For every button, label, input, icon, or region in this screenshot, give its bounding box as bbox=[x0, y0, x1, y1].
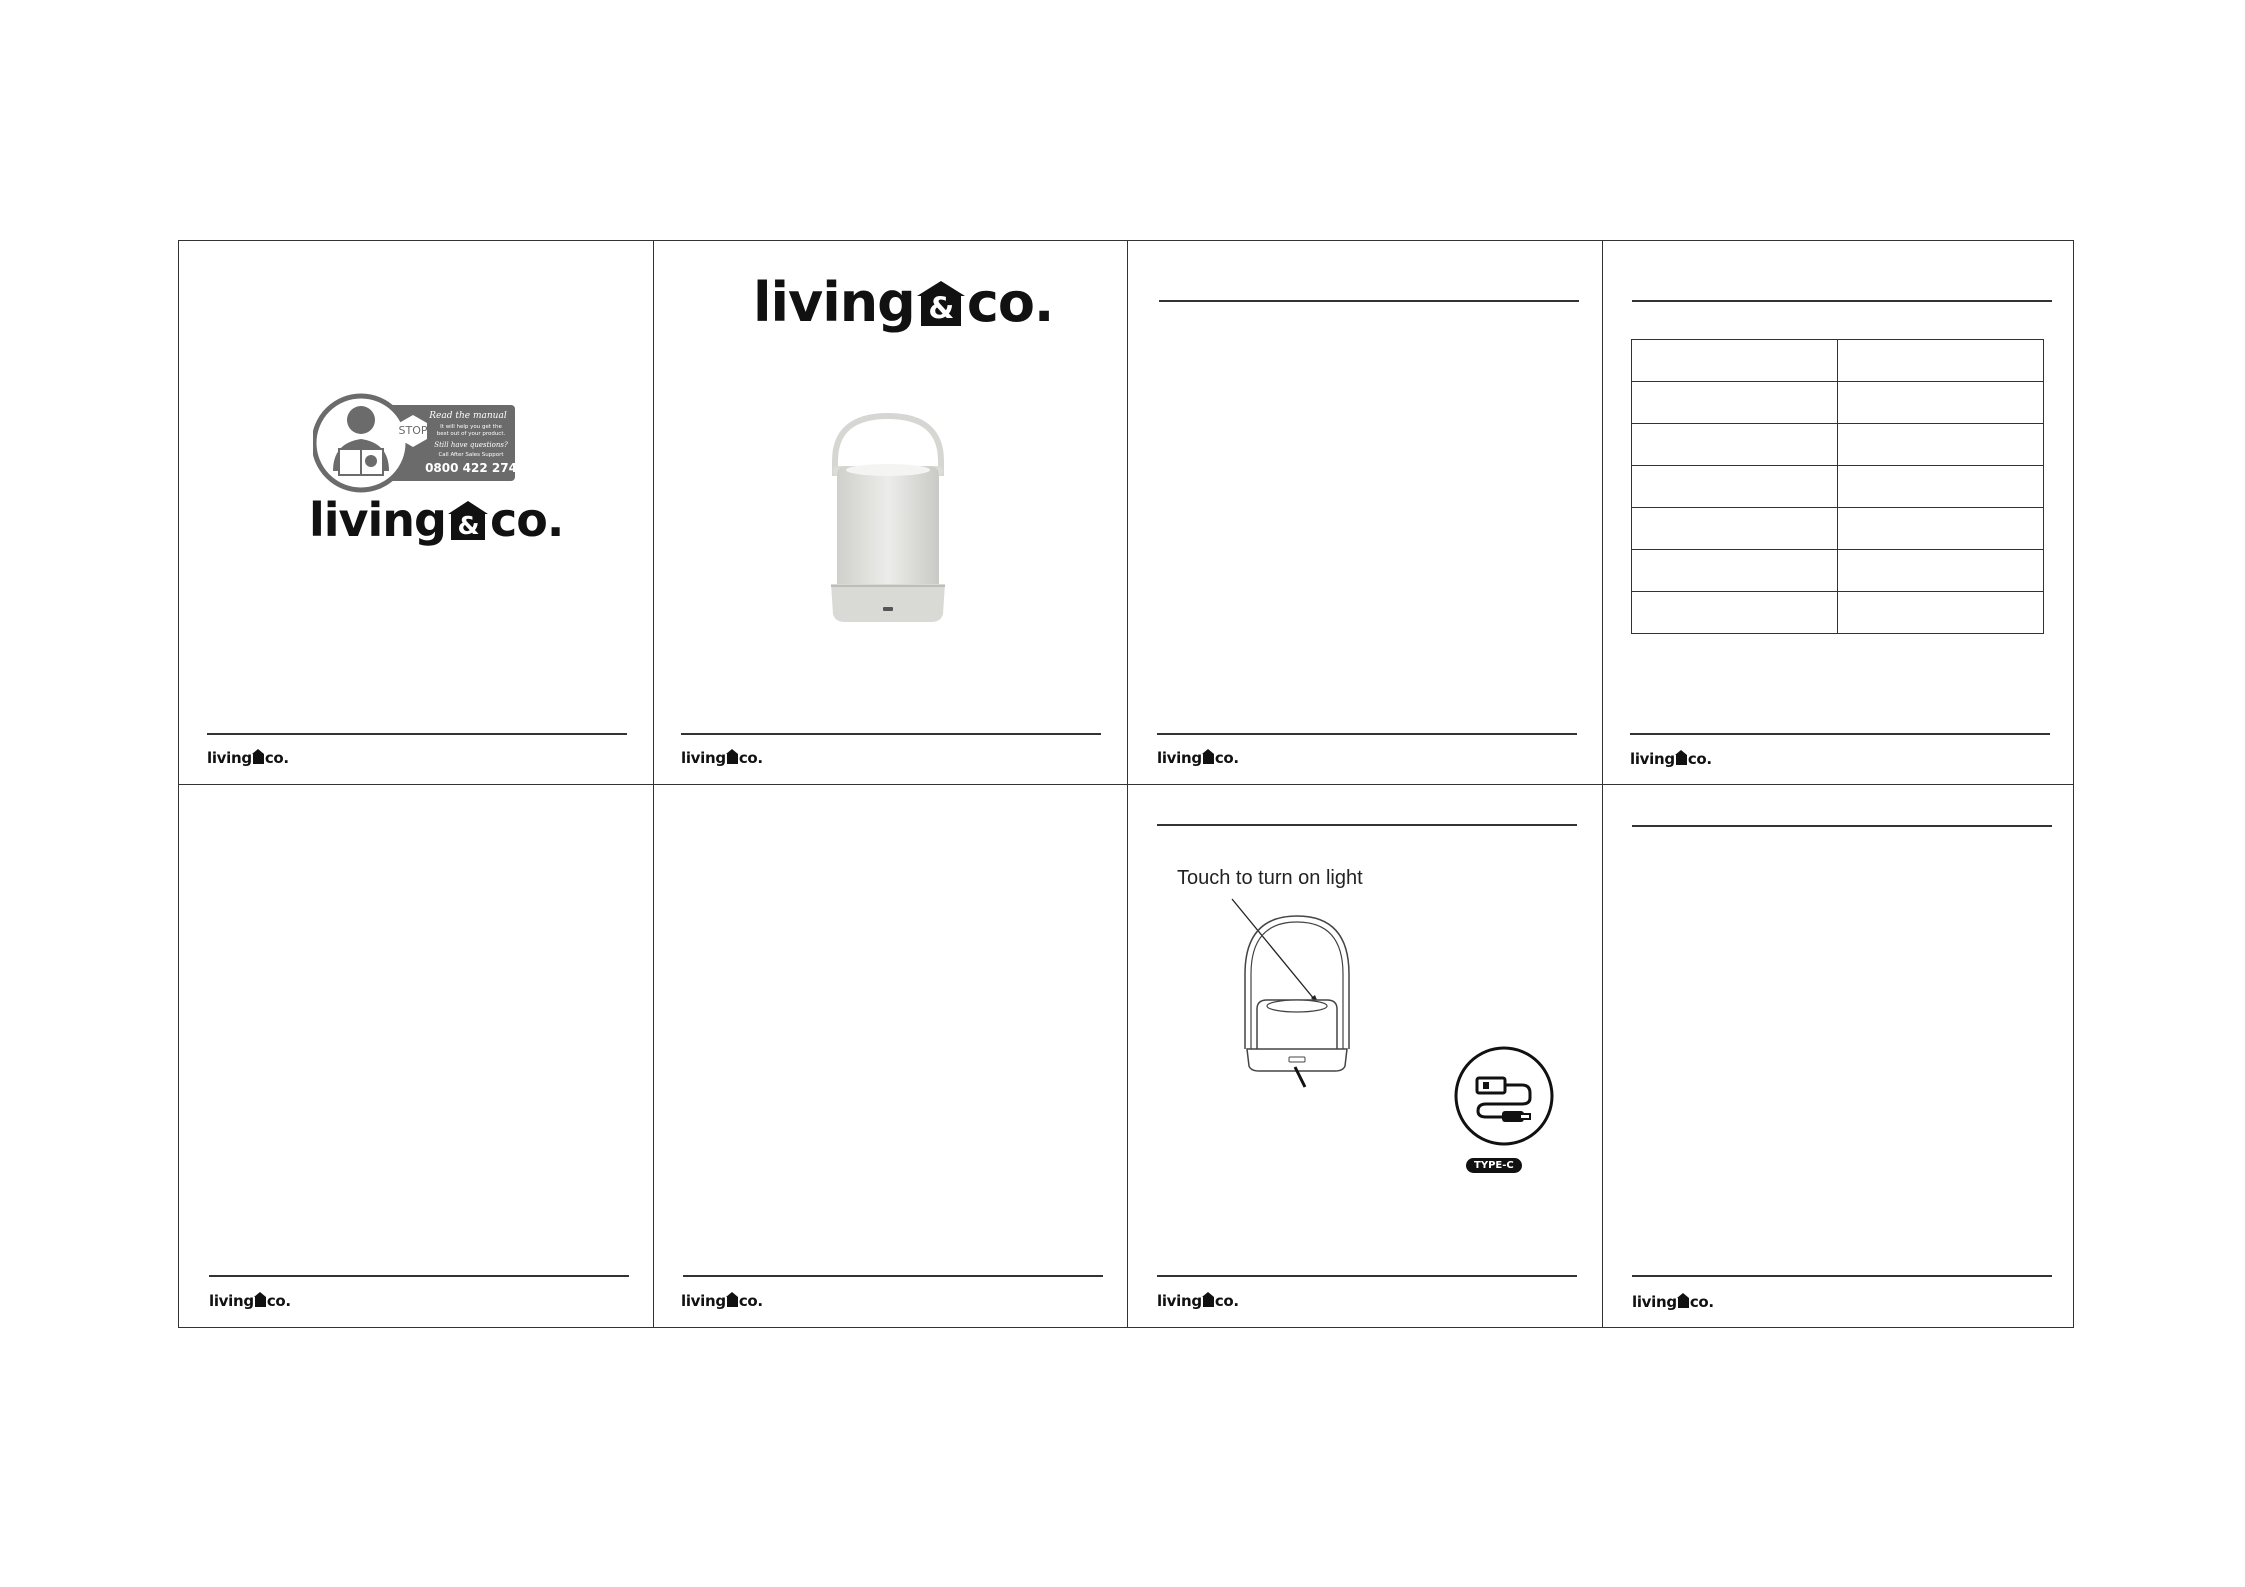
header-rule bbox=[1632, 825, 2052, 827]
table-cell bbox=[1632, 340, 1838, 382]
logo-word-right: co. bbox=[489, 493, 564, 547]
table-cell bbox=[1838, 550, 2044, 592]
table-cell bbox=[1632, 592, 1838, 634]
panel-cover bbox=[179, 241, 653, 784]
table-cell bbox=[1632, 508, 1838, 550]
house-icon: & bbox=[451, 514, 485, 540]
logo-word-left: living bbox=[309, 493, 446, 547]
brand-logo bbox=[309, 493, 563, 547]
footer-logo: living co. bbox=[681, 749, 763, 767]
house-icon bbox=[1203, 1297, 1214, 1307]
house-icon bbox=[1678, 1298, 1689, 1308]
table-cell bbox=[1838, 466, 2044, 508]
table-row bbox=[1632, 466, 2044, 508]
footer-logo: living co. bbox=[1630, 750, 1712, 768]
stop-text: STOP bbox=[398, 424, 428, 437]
logo-word-right: co. bbox=[966, 271, 1054, 334]
panel-blank-bottom-4 bbox=[1602, 784, 2075, 1329]
footer-rule bbox=[207, 733, 627, 735]
badge-line: Still have questions? bbox=[434, 441, 508, 449]
panel-blank-bottom-2 bbox=[653, 784, 1127, 1329]
house-icon bbox=[727, 754, 738, 764]
footer-rule bbox=[1157, 1275, 1577, 1277]
table-row bbox=[1632, 424, 2044, 466]
header-rule bbox=[1632, 300, 2052, 302]
house-icon: & bbox=[921, 296, 961, 326]
table-cell bbox=[1632, 466, 1838, 508]
badge-line: It will help you get the bbox=[440, 424, 502, 430]
panel-spec-table bbox=[1602, 241, 2075, 784]
footer-rule bbox=[683, 1275, 1103, 1277]
house-icon bbox=[253, 754, 264, 764]
footer-rule bbox=[1630, 733, 2050, 735]
table-cell bbox=[1632, 424, 1838, 466]
table-row bbox=[1632, 592, 2044, 634]
footer-logo: living co. bbox=[207, 749, 289, 767]
house-icon bbox=[255, 1297, 266, 1307]
touch-label: Touch to turn on light bbox=[1177, 867, 1363, 889]
panel-touch-diagram bbox=[1127, 784, 1602, 1329]
badge-line: Read the manual bbox=[429, 411, 507, 421]
table-cell bbox=[1838, 382, 2044, 424]
footer-rule bbox=[1157, 733, 1577, 735]
badge-line: best out of your product. bbox=[436, 431, 506, 437]
lamp-product-image bbox=[823, 406, 953, 646]
table-cell bbox=[1632, 550, 1838, 592]
header-rule bbox=[1159, 300, 1579, 302]
footer-rule bbox=[681, 733, 1101, 735]
footer-logo: living co. bbox=[1157, 1292, 1239, 1310]
table-row bbox=[1632, 550, 2044, 592]
table-cell bbox=[1838, 424, 2044, 466]
table-row bbox=[1632, 508, 2044, 550]
header-rule bbox=[1157, 824, 1577, 826]
footer-logo: living co. bbox=[1632, 1293, 1714, 1311]
footer-logo: living co. bbox=[681, 1292, 763, 1310]
footer-rule bbox=[209, 1275, 629, 1277]
badge-phone: 0800 422 274 bbox=[425, 461, 517, 475]
read-manual-badge bbox=[313, 393, 523, 493]
footer-logo: living co. bbox=[1157, 749, 1239, 767]
brand-logo bbox=[753, 271, 1053, 334]
spec-table bbox=[1631, 339, 2044, 634]
table-cell bbox=[1838, 340, 2044, 382]
house-icon bbox=[1676, 755, 1687, 765]
panel-blank-bottom-1 bbox=[179, 784, 653, 1329]
usb-cable-icon bbox=[1452, 1044, 1556, 1148]
logo-word-left: living bbox=[753, 271, 915, 334]
house-icon bbox=[727, 1297, 738, 1307]
table-cell bbox=[1632, 382, 1838, 424]
footer-rule bbox=[1632, 1275, 2052, 1277]
panel-product bbox=[653, 241, 1127, 784]
manual-sheet bbox=[178, 240, 2074, 1328]
type-c-badge: TYPE-C bbox=[1466, 1158, 1522, 1173]
panel-blank-top bbox=[1127, 241, 1602, 784]
badge-line: Call After Sales Support bbox=[438, 452, 504, 458]
table-cell bbox=[1838, 592, 2044, 634]
table-cell bbox=[1838, 508, 2044, 550]
table-row bbox=[1632, 382, 2044, 424]
footer-logo: living co. bbox=[209, 1292, 291, 1310]
table-row bbox=[1632, 340, 2044, 382]
house-icon bbox=[1203, 754, 1214, 764]
